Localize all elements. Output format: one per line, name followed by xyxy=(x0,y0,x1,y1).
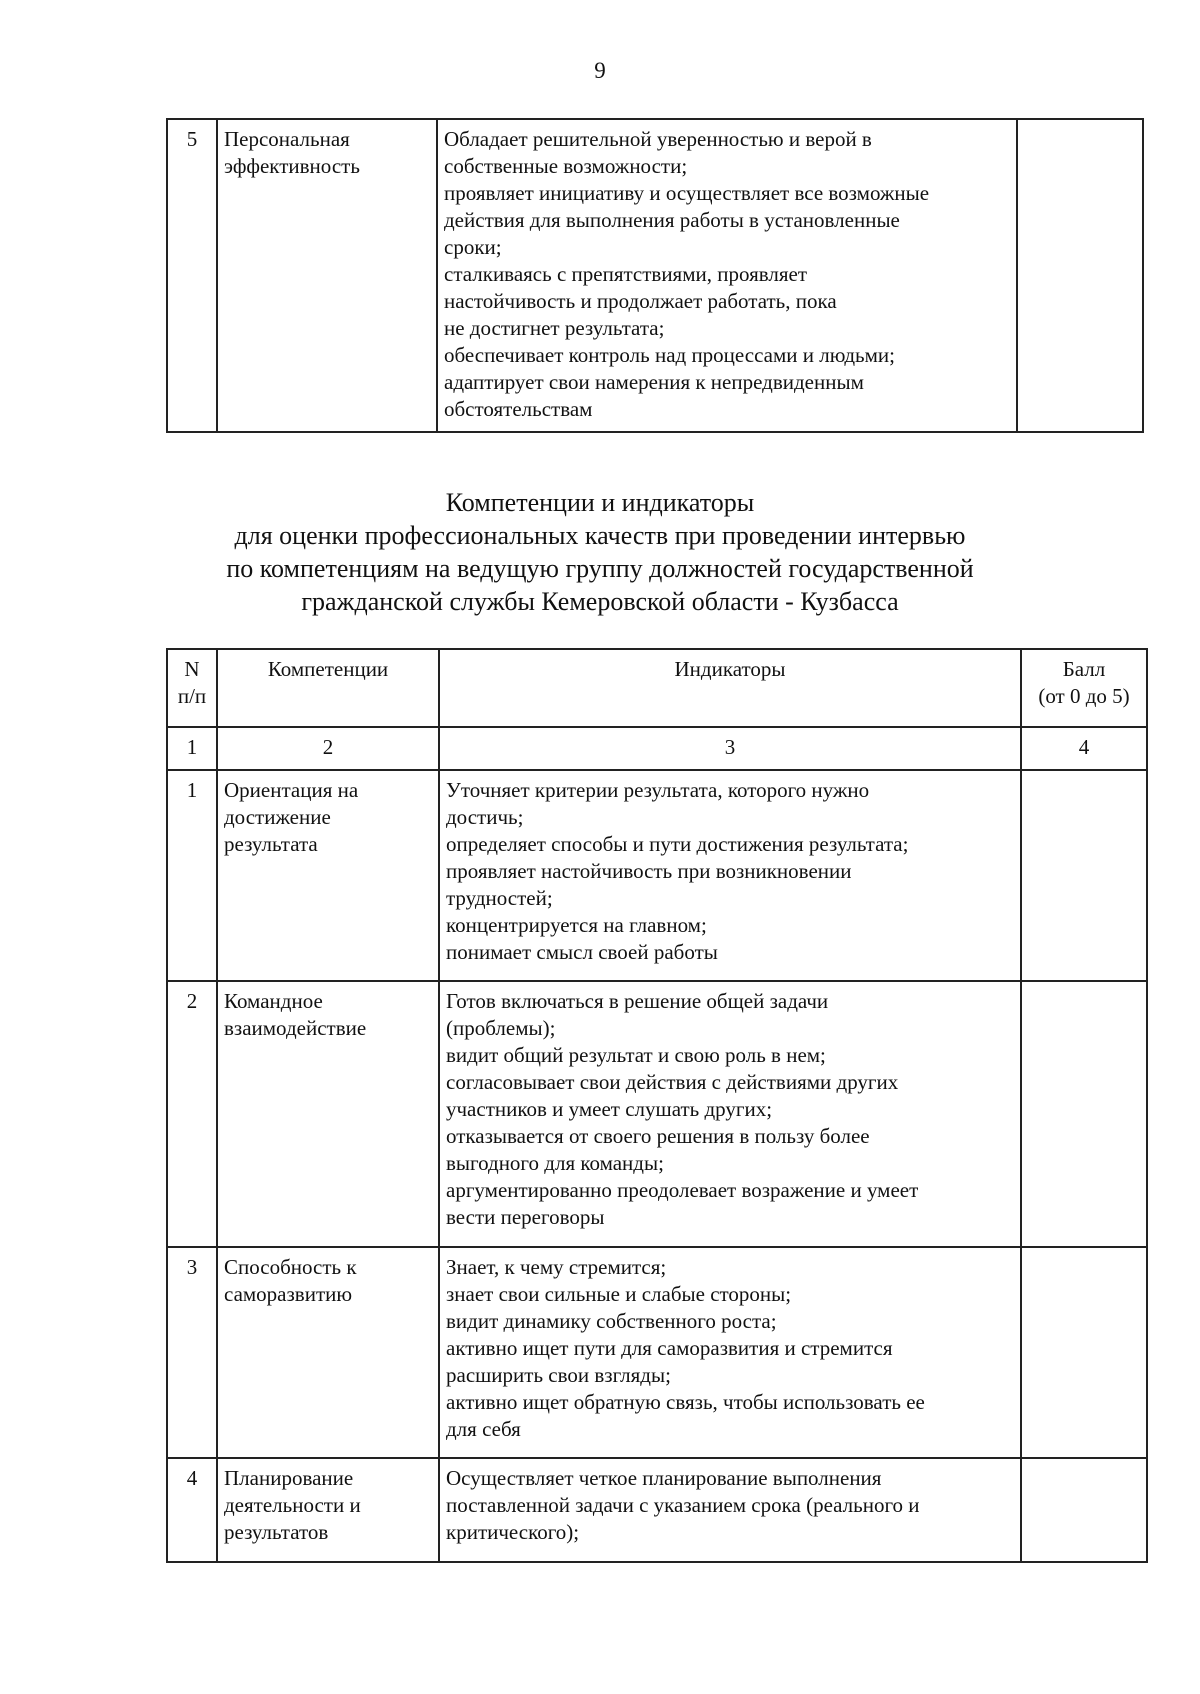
table-row xyxy=(167,1247,1147,1458)
competence-cell: Командное взаимодействие xyxy=(217,981,439,1247)
indicators-cell: Знает, к чему стремится; знает свои сильные и слабые стороны; видит динамику собственного роста; активно ищет пути для саморазвития и стремится расширить свои взгляды; активно ищет обратную связь, чтобы использовать ее для себя xyxy=(439,1247,1021,1458)
indicators-cell: Обладает решительной уверенностью и верой в собственные возможности; проявляет инициативу и осуществляет все возможные действия для выполнения работы в установленные сроки; сталкиваясь с препятствиями, проявляет настойчивость и продолжает работать, пока не достигнет результата; обеспечивает контроль над процессами и людьми; адаптирует свои намерения к непредвиденным обстоятельствам xyxy=(437,119,1017,432)
page-number: 9 xyxy=(594,58,606,83)
competence-cell: Способность к саморазвитию xyxy=(217,1247,439,1458)
header-indicators: Индикаторы xyxy=(439,649,1021,727)
column-number: 3 xyxy=(439,727,1021,770)
table-row xyxy=(167,770,1147,981)
competence-cell: Персональная эффективность xyxy=(217,119,437,432)
score-cell xyxy=(1021,770,1147,981)
row-number: 1 xyxy=(167,770,217,981)
table-row xyxy=(167,119,1143,432)
row-number: 4 xyxy=(167,1458,217,1562)
column-number: 2 xyxy=(217,727,439,770)
indicators-cell: Уточняет критерии результата, которого нужно достичь; определяет способы и пути достижения результата; проявляет настойчивость при возникновении трудностей; концентрируется на главном; понимает смысл своей работы xyxy=(439,770,1021,981)
table-header-row xyxy=(167,649,1147,727)
indicators-cell: Готов включаться в решение общей задачи (проблемы); видит общий результат и свою роль в нем; согласовывает свои действия с действиями других участников и умеет слушать других; отказывается от своего решения в пользу более выгодного для команды; аргументированно преодолевает возражение и умеет вести переговоры xyxy=(439,981,1021,1247)
score-cell xyxy=(1021,1458,1147,1562)
row-number: 5 xyxy=(167,119,217,432)
column-number: 1 xyxy=(167,727,217,770)
continuation-table xyxy=(166,118,1144,433)
score-cell xyxy=(1021,981,1147,1247)
section-title: Компетенции и индикаторы для оценки профессиональных качеств при проведении интервью по компетенциям на ведущую группу должностей государственной гражданской службы Кемеровской области - Кузбасса xyxy=(226,488,974,616)
column-number: 4 xyxy=(1021,727,1147,770)
table-row xyxy=(167,981,1147,1247)
header-competence: Компетенции xyxy=(217,649,439,727)
competence-cell: Ориентация на достижение результата xyxy=(217,770,439,981)
header-number: N п/п xyxy=(167,649,217,727)
indicators-cell: Осуществляет четкое планирование выполнения поставленной задачи с указанием срока (реального и критического); xyxy=(439,1458,1021,1562)
row-number: 2 xyxy=(167,981,217,1247)
header-score: Балл (от 0 до 5) xyxy=(1021,649,1147,727)
competence-table xyxy=(166,648,1148,1563)
score-cell xyxy=(1021,1247,1147,1458)
column-number-row xyxy=(167,727,1147,770)
score-cell xyxy=(1017,119,1143,432)
table-row xyxy=(167,1458,1147,1562)
row-number: 3 xyxy=(167,1247,217,1458)
competence-cell: Планирование деятельности и результатов xyxy=(217,1458,439,1562)
